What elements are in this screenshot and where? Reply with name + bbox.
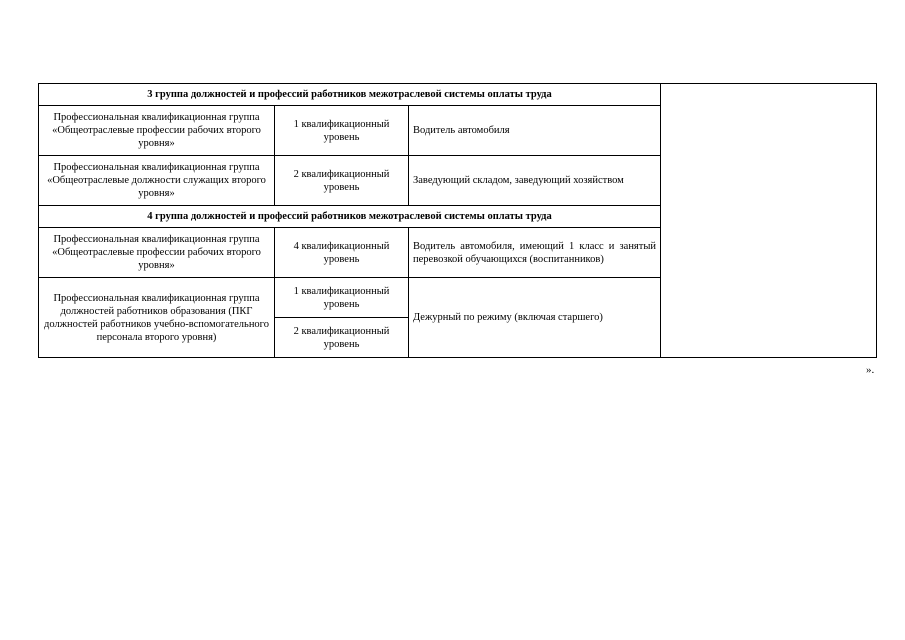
right-empty-column xyxy=(661,84,877,358)
job-cell: Дежурный по режиму (включая старшего) xyxy=(409,278,661,358)
pkg-cell: Профессиональная квалификационная группа «Общеотраслевые профессии рабочих второго уровня» xyxy=(39,228,275,278)
pkg-cell: Профессиональная квалификационная группа «Общеотраслевые должности служащих второго уровня» xyxy=(39,156,275,206)
pkg-cell: Профессиональная квалификационная группа «Общеотраслевые профессии рабочих второго уровня» xyxy=(39,106,275,156)
group3-header: 3 группа должностей и профессий работников межотраслевой системы оплаты труда xyxy=(39,84,661,106)
closing-quote-mark: ». xyxy=(866,364,875,376)
level-cell: 2 квалификационный уровень xyxy=(275,156,409,206)
pkg-cell: Профессиональная квалификационная группа должностей работников образования (ПКГ должностей работников учебно-вспомогательного персонала второго уровня) xyxy=(39,278,275,358)
job-cell: Заведующий складом, заведующий хозяйством xyxy=(409,156,661,206)
job-cell: Водитель автомобиля xyxy=(409,106,661,156)
level-cell: 4 квалификационный уровень xyxy=(275,228,409,278)
job-cell: Водитель автомобиля, имеющий 1 класс и занятый перевозкой обучающихся (воспитанников) xyxy=(409,228,661,278)
qualification-table xyxy=(38,83,877,358)
level-cell: 2 квалификационный уровень xyxy=(275,318,409,358)
group3-header-row xyxy=(39,84,877,106)
level-cell: 1 квалификационный уровень xyxy=(275,106,409,156)
level-cell: 1 квалификационный уровень xyxy=(275,278,409,318)
group4-header: 4 группа должностей и профессий работников межотраслевой системы оплаты труда xyxy=(39,206,661,228)
